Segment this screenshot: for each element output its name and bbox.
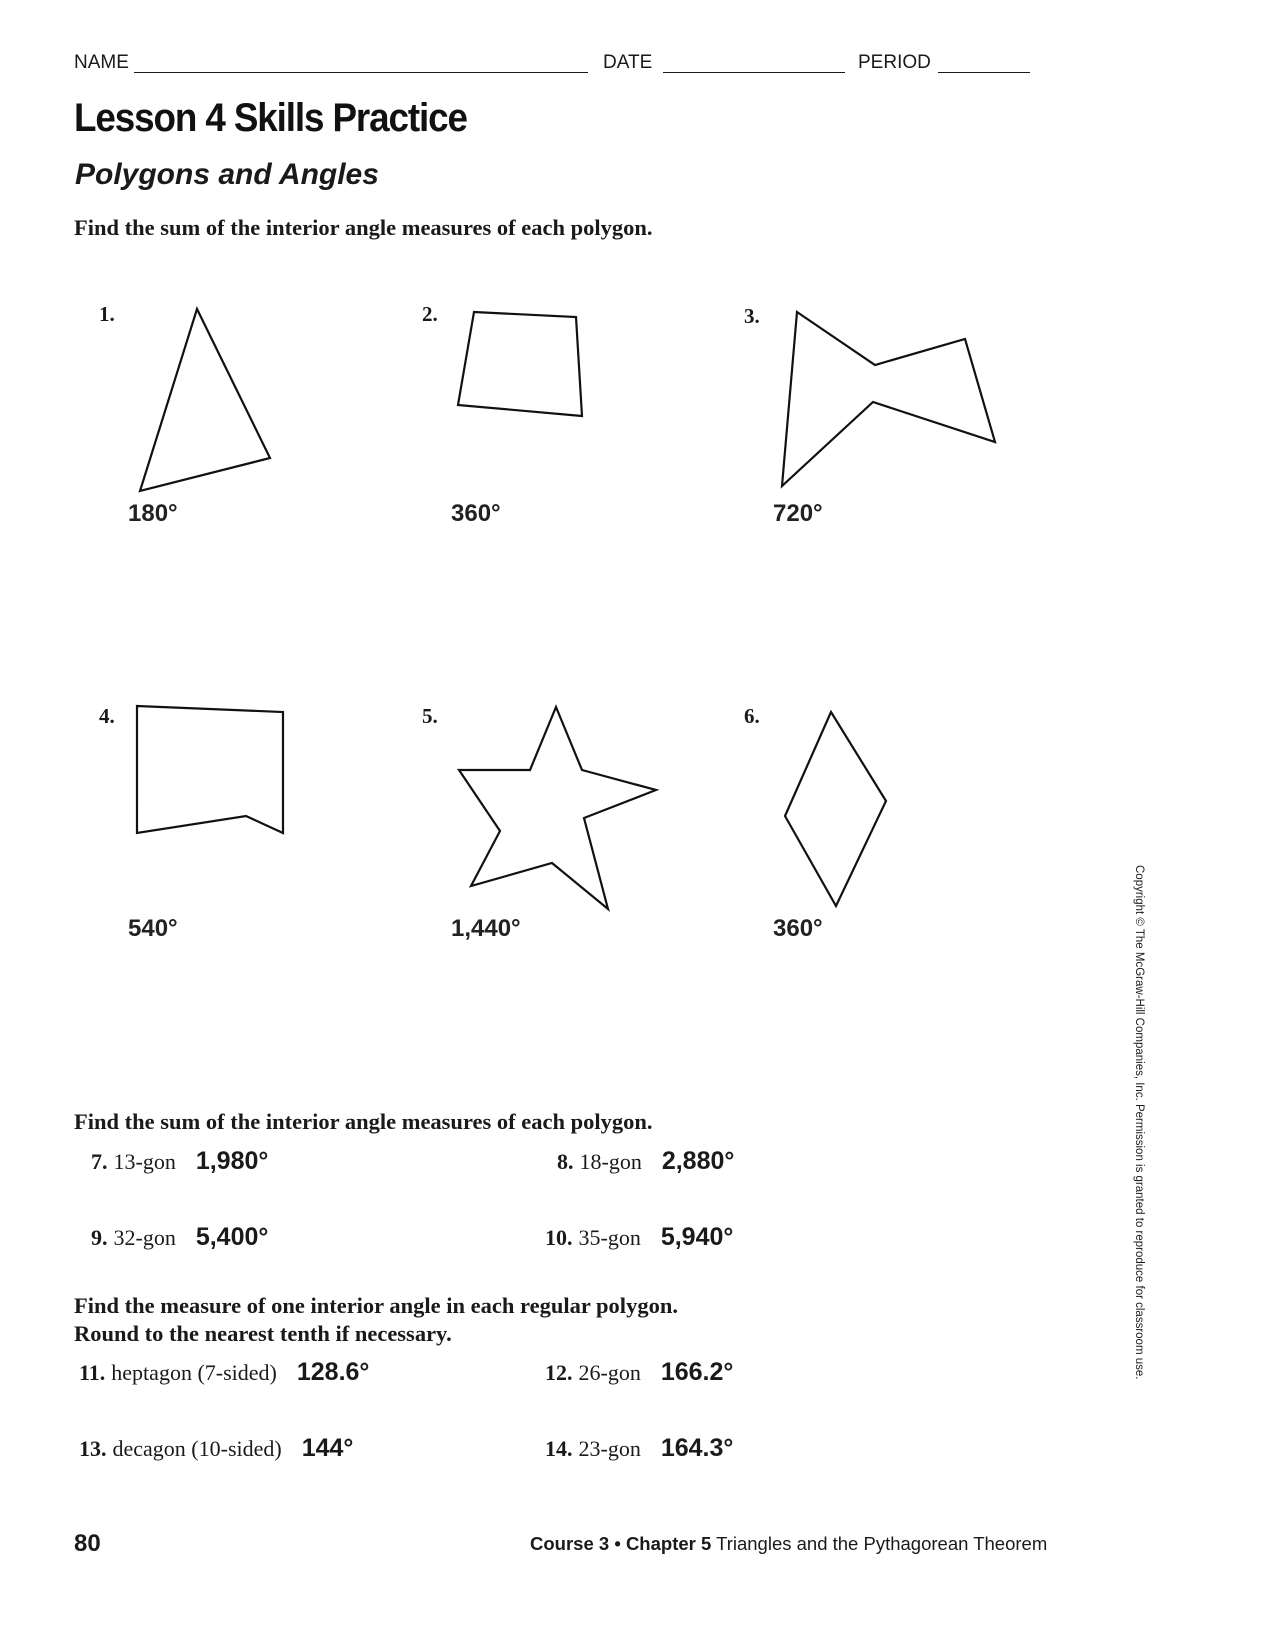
figure-5-answer: 1,440° [451,915,521,942]
problem-answer: 5,940° [660,1223,734,1251]
figure-6-rhombus [785,712,886,906]
problem-number: 10. [545,1225,573,1250]
figure-1-answer: 180° [128,500,178,527]
footer-course: Course 3 [530,1533,610,1554]
section2-instruction: Find the sum of the interior angle measures of each polygon. [74,1109,653,1134]
footer-course-info [530,1533,1047,1555]
section1-instruction: Find the sum of the interior angle measures of each polygon. [74,215,653,240]
figure-2-answer: 360° [451,500,501,527]
problem-answer: 1,980° [195,1147,269,1175]
problem-answer: 128.6° [296,1358,370,1386]
problem-9 [91,1223,268,1252]
page-number: 80 [74,1530,101,1557]
problem-number: 8. [557,1149,574,1174]
name-label: NAME [74,52,129,73]
figure-5-number: 5. [422,704,438,728]
problem-number: 7. [91,1149,108,1174]
problem-text: decagon (10-sided) [112,1436,282,1461]
problem-answer: 5,400° [195,1223,269,1251]
problem-number: 9. [91,1225,108,1250]
problem-13 [79,1434,353,1463]
date-label: DATE [603,52,653,73]
page-subtitle: Polygons and Angles [75,158,379,191]
problem-answer: 144° [301,1434,354,1462]
footer-bullet: • [614,1533,621,1554]
figure-5-star [459,707,656,909]
problem-11 [79,1358,369,1387]
problem-text: 23-gon [578,1436,641,1461]
figure-4-answer: 540° [128,915,178,942]
period-label: PERIOD [858,52,931,73]
problem-7 [91,1147,268,1176]
figure-1-triangle [140,309,270,491]
problem-text: 32-gon [113,1225,176,1250]
problem-number: 12. [545,1360,573,1385]
problem-text: 13-gon [113,1149,176,1174]
problem-10 [545,1223,733,1252]
problem-number: 13. [79,1436,107,1461]
figure-4-pentagon [137,706,283,833]
figure-3-hexagon [782,312,995,486]
footer-chapter-title: Triangles and the Pythagorean Theorem [716,1533,1048,1554]
section3-instruction-line1: Find the measure of one interior angle in each regular polygon. [74,1293,678,1318]
figure-6-answer: 360° [773,915,823,942]
problem-text: heptagon (7-sided) [111,1360,277,1385]
problem-answer: 164.3° [660,1434,734,1462]
section3-instruction-line2: Round to the nearest tenth if necessary. [74,1321,452,1346]
footer-chapter: Chapter 5 [625,1533,712,1554]
page-title: Lesson 4 Skills Practice [74,96,467,140]
problem-number: 14. [545,1436,573,1461]
figure-2-quadrilateral [458,312,582,416]
problem-text: 26-gon [578,1360,641,1385]
figure-6-number: 6. [744,704,760,728]
figure-3-answer: 720° [773,500,823,527]
problem-text: 18-gon [579,1149,642,1174]
figure-3-number: 3. [744,304,760,328]
problem-14 [545,1434,733,1463]
figure-4-number: 4. [99,704,115,728]
problem-answer: 166.2° [660,1358,734,1386]
copyright-notice: Copyright © The McGraw-Hill Companies, Inc. Permission is granted to reproduce for classroom use. [1133,865,1145,1380]
figure-1-number: 1. [99,302,115,326]
figure-2-number: 2. [422,302,438,326]
problem-number: 11. [79,1360,106,1385]
problem-8 [557,1147,734,1176]
problem-12 [545,1358,733,1387]
problem-text: 35-gon [578,1225,641,1250]
problem-answer: 2,880° [661,1147,735,1175]
